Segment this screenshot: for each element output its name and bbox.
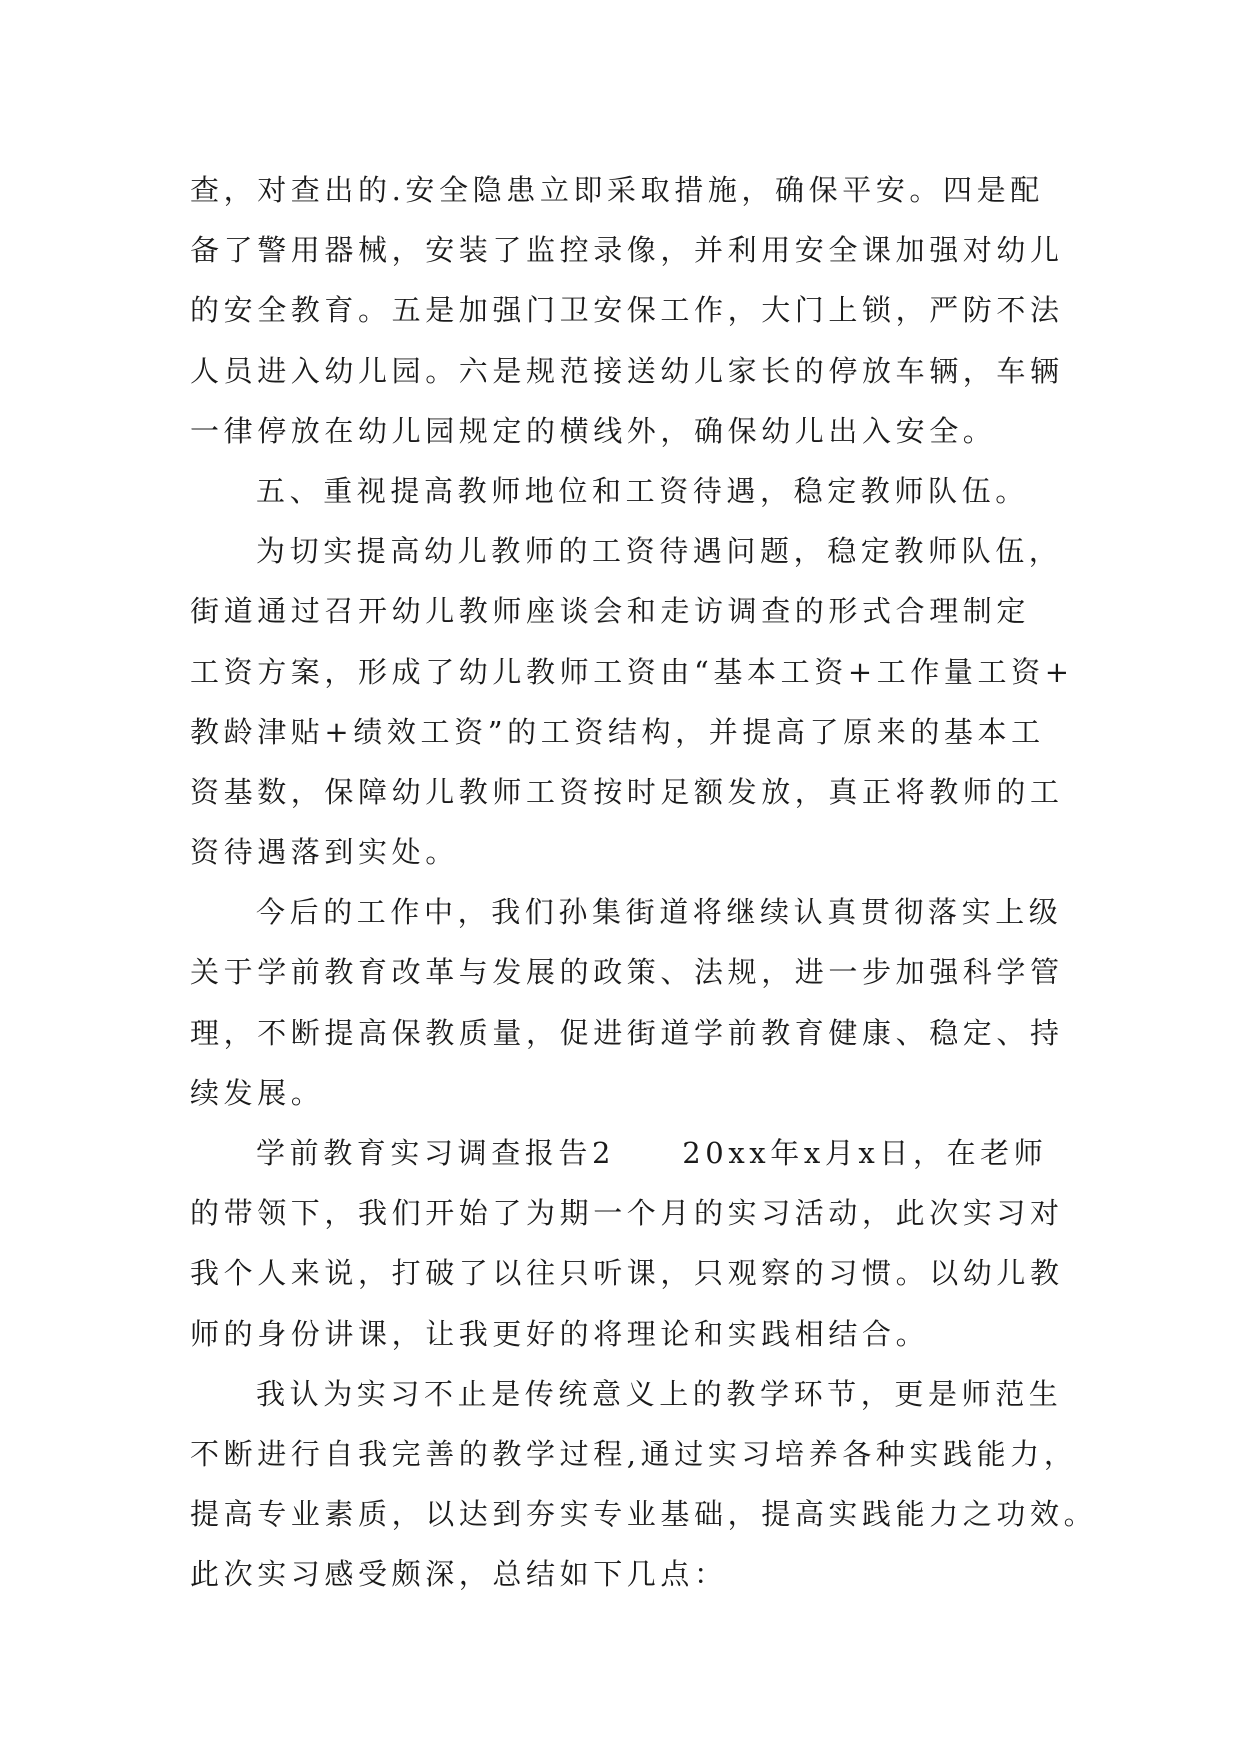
report-title-line: 学前教育实习调查报告2 20xx年x月x日，在老师 (256, 1136, 1048, 1170)
text-line: 师的身份讲课，让我更好的将理论和实践相结合。 (190, 1316, 930, 1351)
text-line: 备了警用器械，安装了监控录像，并利用安全课加强对幼儿 (190, 233, 1064, 268)
text-line: 工资方案，形成了幼儿教师工资由“基本工资+工作量工资+ (190, 654, 1074, 689)
text-line: 此次实习感受颇深，总结如下几点： (190, 1557, 728, 1592)
text-line: 我个人来说，打破了以往只听课，只观察的习惯。以幼儿教 (190, 1256, 1064, 1291)
document-body (190, 160, 1098, 1605)
text-line: 理，不断提高保教质量，促进街道学前教育健康、稳定、持 (190, 1015, 1064, 1050)
section-heading: 五、重视提高教师地位和工资待遇，稳定教师队伍。 (256, 473, 1029, 508)
text-line: 今后的工作中，我们孙集街道将继续认真贯彻落实上级 (256, 895, 1063, 930)
text-line: 资基数，保障幼儿教师工资按时足额发放，真正将教师的工 (190, 774, 1064, 809)
text-line: 提高专业素质，以达到夯实专业基础，提高实践能力之功效。 (190, 1497, 1098, 1532)
text-line: 续发展。 (190, 1075, 325, 1110)
text-line: 人员进入幼儿园。六是规范接送幼儿家长的停放车辆，车辆 (190, 353, 1064, 388)
text-line: 不断进行自我完善的教学过程,通过实习培养各种实践能力， (190, 1436, 1078, 1471)
text-line: 教龄津贴+绩效工资”的工资结构，并提高了原来的基本工 (190, 714, 1045, 749)
text-line: 街道通过召开幼儿教师座谈会和走访调查的形式合理制定 (190, 594, 1031, 629)
text-line: 关于学前教育改革与发展的政策、法规，进一步加强科学管 (190, 955, 1064, 990)
text-line: 我认为实习不止是传统意义上的教学环节，更是师范生 (256, 1376, 1063, 1411)
text-line: 资待遇落到实处。 (190, 835, 459, 870)
text-line: 为切实提高幼儿教师的工资待遇问题，稳定教师队伍， (256, 534, 1063, 569)
text-line: 的安全教育。五是加强门卫安保工作，大门上锁，严防不法 (190, 293, 1064, 328)
text-line: 的带领下，我们开始了为期一个月的实习活动，此次实习对 (190, 1196, 1064, 1231)
text-line: 查，对查出的.安全隐患立即采取措施，确保平安。四是配 (190, 173, 1044, 207)
text-line: 一律停放在幼儿园规定的横线外，确保幼儿出入安全。 (190, 413, 997, 448)
